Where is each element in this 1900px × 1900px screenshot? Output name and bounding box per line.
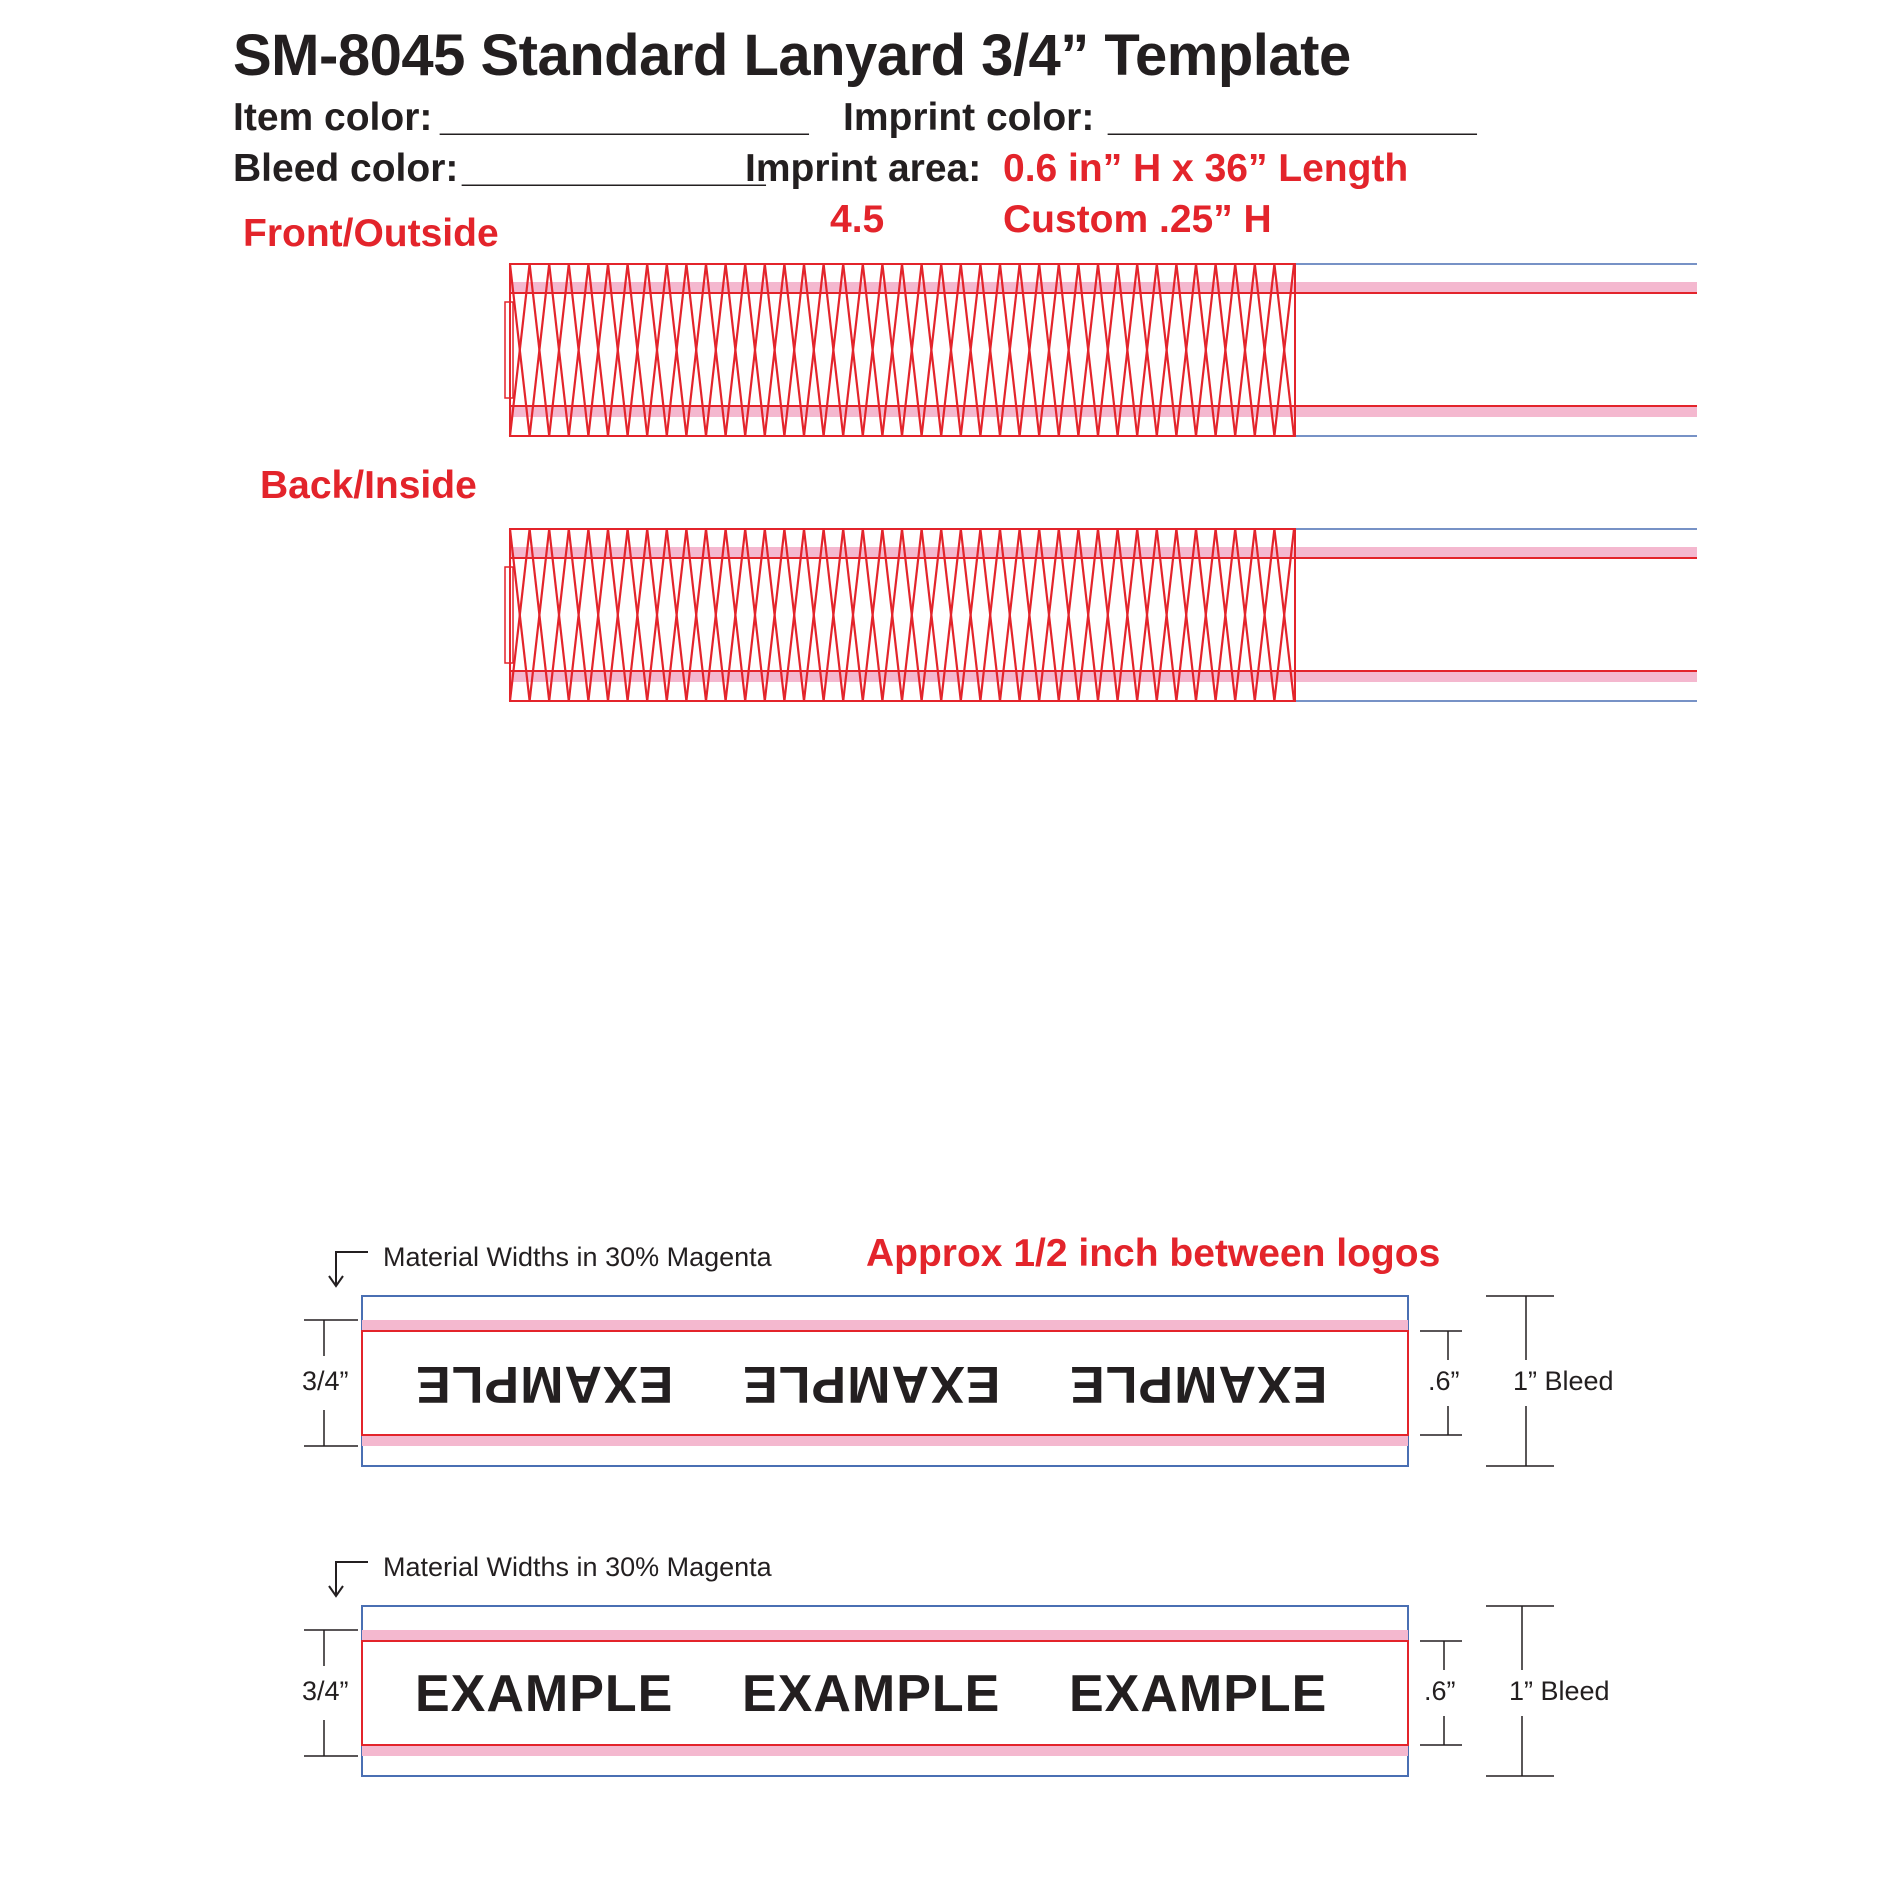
imprint-area-value: 0.6 in” H x 36” Length	[1003, 147, 1409, 190]
example-logo: EXAMPLE	[742, 1665, 1001, 1723]
custom-note: Custom .25” H	[1003, 198, 1272, 241]
imprint-color-label: Imprint color:	[843, 96, 1095, 139]
material-widths-note: Material Widths in 30% Magenta	[383, 1552, 772, 1582]
bleed-color-blank[interactable]: ______________	[462, 147, 766, 190]
example-logo: EXAMPLE	[1069, 1665, 1328, 1723]
front-lanyard-strip	[500, 262, 1700, 438]
imprint-color-blank[interactable]: _________________	[1108, 96, 1477, 139]
example-logo-flipped: EXAMPLE	[415, 1355, 674, 1413]
item-color-label: Item color:	[233, 96, 433, 139]
arrow-icon	[326, 1250, 372, 1295]
example-logo-flipped: EXAMPLE	[742, 1355, 1001, 1413]
bleed-color-label: Bleed color:	[233, 147, 459, 190]
arrow-icon	[326, 1560, 372, 1605]
logo-spacing-note: Approx 1/2 inch between logos	[866, 1232, 1441, 1275]
front-label: Front/Outside	[243, 212, 499, 255]
width-dimension-label: 3/4”	[302, 1366, 349, 1396]
item-color-blank[interactable]: _________________	[440, 96, 809, 139]
page-title: SM-8045 Standard Lanyard 3/4” Template	[233, 23, 1351, 88]
width-dimension-label: 3/4”	[302, 1676, 349, 1706]
material-widths-note: Material Widths in 30% Magenta	[383, 1242, 772, 1272]
example-logo-flipped: EXAMPLE	[1069, 1355, 1328, 1413]
example-logo: EXAMPLE	[415, 1665, 674, 1723]
bleed-dimension-label: 1” Bleed	[1513, 1366, 1614, 1396]
back-label: Back/Inside	[260, 464, 477, 507]
scale-note: 4.5	[830, 198, 885, 241]
imprint-area-label: Imprint area:	[745, 147, 982, 190]
imprint-dimension-label: .6”	[1424, 1676, 1456, 1706]
imprint-dimension-label: .6”	[1428, 1366, 1460, 1396]
back-lanyard-strip	[500, 527, 1700, 703]
bleed-dimension-label: 1” Bleed	[1509, 1676, 1610, 1706]
